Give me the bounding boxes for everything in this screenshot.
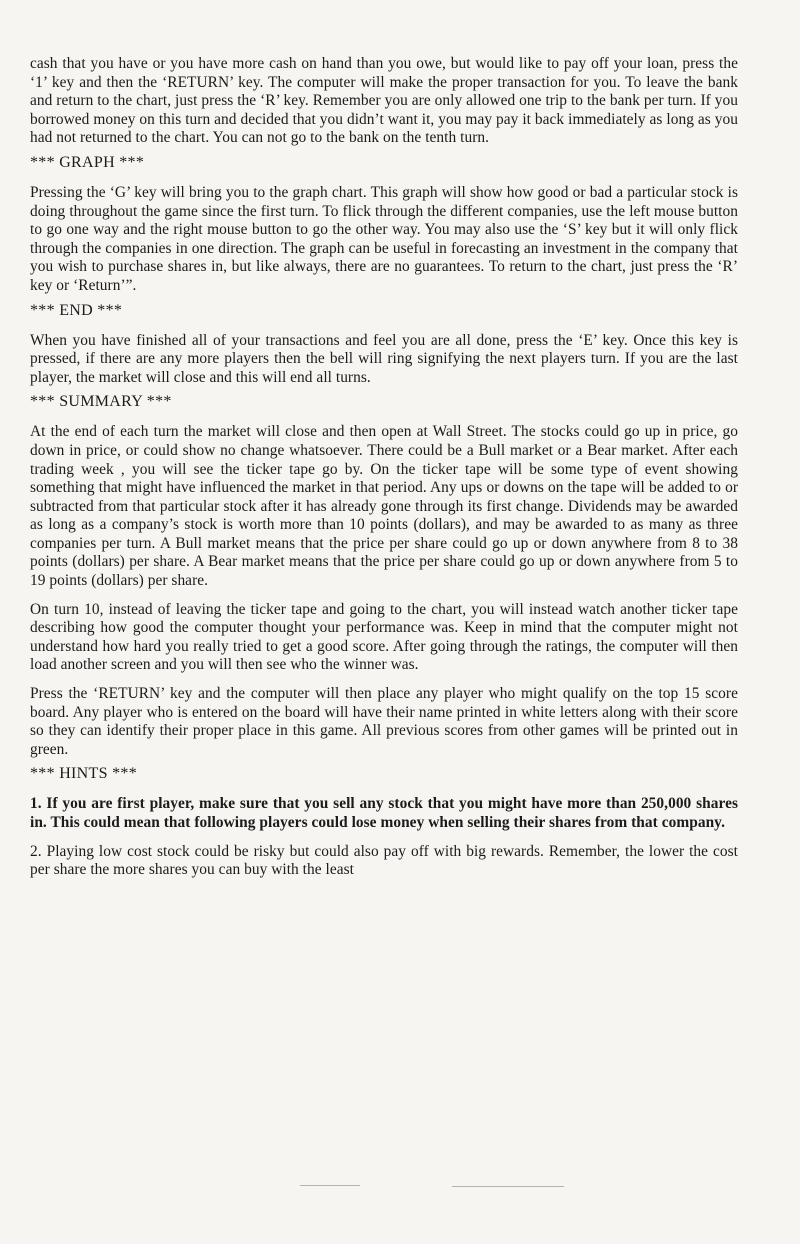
hints-heading: *** HINTS *** — [30, 765, 138, 783]
footer-rule-left — [300, 1185, 360, 1186]
footer-rule-right — [452, 1186, 564, 1187]
summary-paragraph-3: Press the ‘RETURN’ key and the computer will then place any player who might qualify on the top 15 score board. Any player who is entered on the board will have their name printed in white letters along with their score so they can identify their proper place in this game. All previous scores from other games will be printed out in green. — [30, 685, 738, 758]
hint-2: 2. Playing low cost stock could be risky but could also pay off with big rewards. Remember, the lower the cost per share the more shares you can buy with the least — [30, 842, 738, 879]
graph-paragraph: Pressing the ‘G’ key will bring you to the graph chart. This graph will show how good or bad a particular stock is doing throughout the game since the first turn. To flick through the different companies, use the left mouse button to go one way and the right mouse button to go the other way. You may also use the ‘S’ key but it will only flick through the companies in one direction. The graph can be useful in forecasting an investment in the company that you wish to purchase shares in, but like always, there are no guarantees. To return to the chart, just press the ‘R’ key or ‘Return’”. — [30, 183, 738, 294]
summary-paragraph-2: On turn 10, instead of leaving the ticker tape and going to the chart, you will instead watch another ticker tape describing how good the computer thought your performance was. Keep in mind that the computer might not understand how hard you really tried to get a good score. After going through the ratings, the computer will then load another screen and you will then see who the winner was. — [30, 600, 738, 674]
hint-1: 1. If you are first player, make sure that you sell any stock that you might have more than 250,000 shares in. This could mean that following players could lose money when selling their shares from that company. — [30, 795, 738, 831]
bank-paragraph: cash that you have or you have more cash on hand than you owe, but would like to pay off your loan, press the ‘1’ key and then the ‘RETURN’ key. The computer will make the proper transaction for you. To leave the bank and return to the chart, just press the ‘R’ key. Remember you are only allowed one trip to the bank per turn. If you borrowed money on this turn and decided that you didn’t want it, you may pay it back immediately as long as you had not returned to the chart. You can not go to the bank on the tenth turn. — [30, 55, 738, 147]
graph-heading: *** GRAPH *** — [30, 153, 145, 171]
end-paragraph: When you have finished all of your transactions and feel you are all done, press the ‘E’ key. Once this key is pressed, if there are any more players then the bell will ring signifying the next players turn. If you are the last player, the market will close and this will end all turns. — [30, 331, 738, 386]
end-heading: *** END *** — [30, 301, 123, 319]
summary-heading: *** SUMMARY *** — [30, 393, 172, 411]
document-page — [30, 55, 738, 890]
summary-paragraph-1: At the end of each turn the market will close and then open at Wall Street. The stocks could go up in price, go down in price, or could show no change whatsoever. There could be a Bull market or a Bear market. After each trading week , you will see the ticker tape go by. On the ticker tape will be some type of event showing something that might have influenced the market in that period. Any ups or downs on the tape will be added to or subtracted from that particular stock after it has already gone through its first change. Dividends may be awarded as long as a company’s stock is worth more than 10 points (dollars), and may be awarded to as many as three companies per turn. A Bull market means that the price per share could go up or down anywhere from 8 to 38 points (dollars) per share. A Bear market means that the price per share could go up or down anywhere from 5 to 19 points (dollars) per share. — [30, 423, 738, 590]
